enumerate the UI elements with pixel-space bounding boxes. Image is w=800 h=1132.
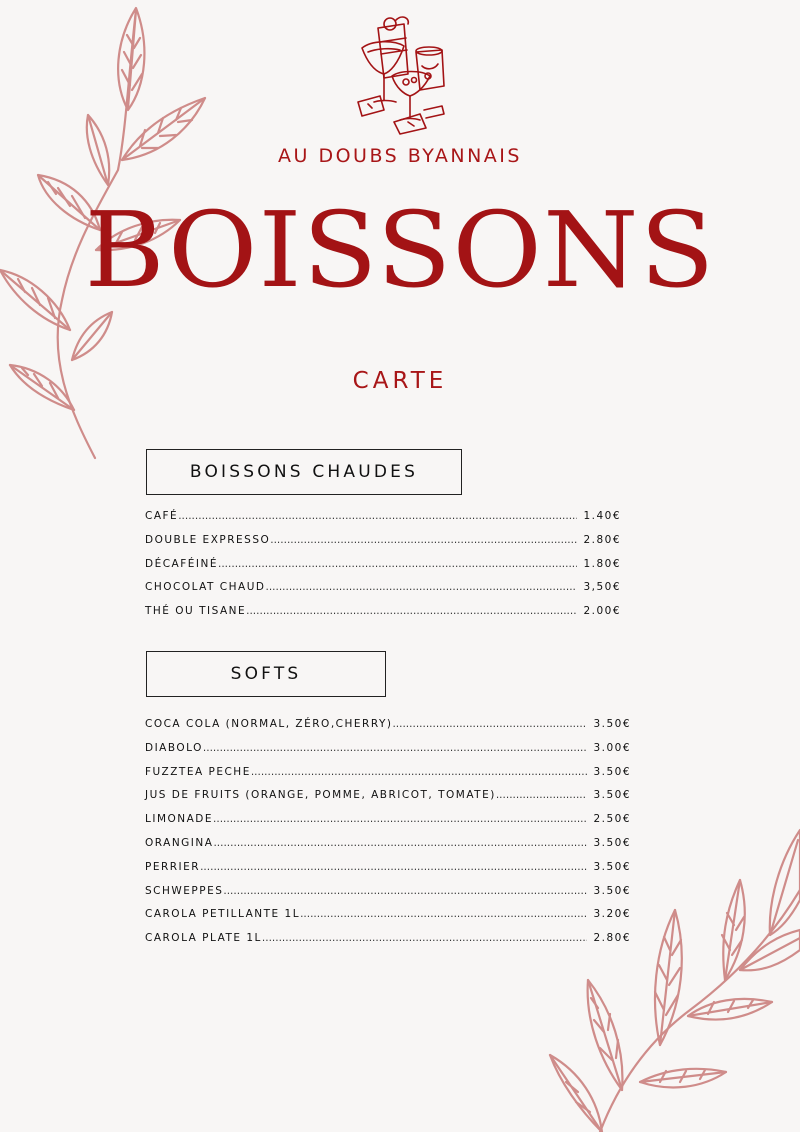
item-price: 1.40€: [583, 510, 621, 522]
item-name: SCHWEPPES: [145, 884, 224, 897]
leader-dots: [218, 558, 577, 570]
item-price: 3.50€: [593, 860, 631, 873]
item-name: FUZZTEA PECHE: [145, 765, 251, 778]
brand-name: AU DOUBS BYANNAIS: [278, 145, 522, 167]
list-item: [145, 789, 631, 813]
list-item: [145, 605, 621, 629]
list-item: [145, 861, 631, 885]
list-item: [145, 510, 621, 534]
leader-dots: [300, 908, 587, 920]
section-title-softs: SOFTS: [146, 651, 386, 697]
list-item: [145, 766, 631, 790]
item-name: DOUBLE EXPRESSO: [145, 533, 271, 546]
leader-dots: [213, 837, 587, 849]
item-name: ORANGINA: [145, 836, 214, 849]
item-price: 3.50€: [593, 789, 631, 802]
leader-dots: [270, 534, 577, 546]
leader-dots: [262, 932, 588, 944]
cocktail-glasses-icon: [350, 14, 450, 136]
list-item: [145, 718, 631, 742]
leader-dots: [251, 766, 588, 778]
list-item: [145, 837, 631, 861]
item-price: 3.50€: [593, 718, 631, 730]
item-name: COCA COLA (NORMAL, ZÉRO,CHERRY): [145, 718, 393, 730]
item-price: 2.00€: [583, 605, 621, 618]
item-price: 3.50€: [593, 884, 631, 897]
list-item: [145, 885, 631, 909]
softs-list: [145, 718, 631, 956]
item-name: CHOCOLAT CHAUD: [145, 581, 266, 594]
item-price: 3.00€: [593, 741, 631, 754]
page-title: BOISSONS: [84, 189, 716, 311]
item-name: LIMONADE: [145, 813, 214, 826]
item-name: THÉ OU TISANE: [145, 605, 247, 618]
item-price: 3,50€: [583, 581, 621, 594]
leader-dots: [223, 885, 587, 897]
list-item: [145, 813, 631, 837]
item-name: PERRIER: [145, 860, 201, 873]
item-name: DÉCAFÉINÉ: [145, 557, 218, 570]
item-price: 1.80€: [583, 557, 621, 570]
item-name: CAFÉ: [145, 510, 179, 522]
section-title-hot-drinks: BOISSONS CHAUDES: [146, 449, 462, 495]
hot-drinks-list: [145, 510, 621, 629]
item-price: 2.80€: [593, 932, 631, 945]
item-name: CAROLA PETILLANTE 1L: [145, 908, 301, 921]
item-price: 3.50€: [593, 836, 631, 849]
leader-dots: [178, 510, 577, 522]
list-item: [145, 742, 631, 766]
leader-dots: [203, 742, 588, 754]
leader-dots: [213, 813, 587, 825]
leader-dots: [265, 581, 577, 593]
page-subtitle: CARTE: [352, 368, 448, 394]
item-name: JUS DE FRUITS (ORANGE, POMME, ABRICOT, TOMATE): [145, 789, 496, 802]
list-item: [145, 558, 621, 582]
item-price: 2.80€: [583, 533, 621, 546]
item-price: 2.50€: [593, 813, 631, 826]
leader-dots: [200, 861, 587, 873]
list-item: [145, 932, 631, 956]
item-name: CAROLA PLATE 1L: [145, 932, 262, 945]
list-item: [145, 534, 621, 558]
item-name: DIABOLO: [145, 741, 203, 754]
list-item: [145, 581, 621, 605]
leader-dots: [392, 718, 587, 730]
leader-dots: [496, 789, 588, 801]
leader-dots: [246, 605, 577, 617]
item-price: 3.50€: [593, 765, 631, 778]
item-price: 3.20€: [593, 908, 631, 921]
list-item: [145, 908, 631, 932]
